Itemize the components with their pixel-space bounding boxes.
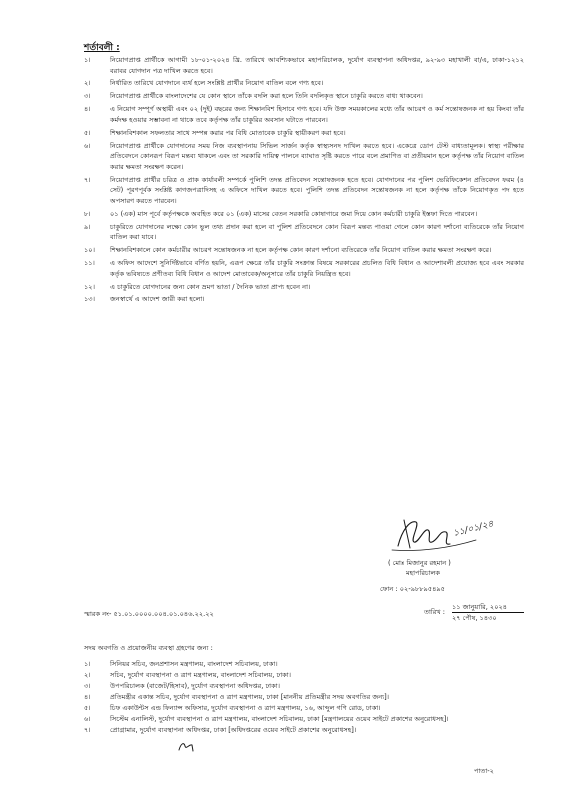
initials-mark-icon — [176, 740, 196, 754]
signatory-name: ( মোঃ মিজানুর রহমান ) — [388, 559, 451, 567]
copy-to-list — [84, 659, 524, 736]
condition-text: নিয়োগপ্রাপ্ত প্রার্থীকে আগামী ১৮-০১-২০২৪ খ্রি. তারিখে আবশ্যিকভাবে মহাপরিচালক, দুর্যোগ ব্যবস্থাপনা অধিদপ্তর, ৯২-৯৩ মহাখালী বা/এ, ঢাকা-১২১২ বরাবর যোগদান পত্র দাখিল করতে হবে। — [110, 56, 524, 75]
condition-item — [84, 222, 524, 243]
signature-block — [380, 500, 530, 593]
condition-text: শিক্ষানবিশকাল সফলতার সাথে সম্পন্ন করার পর বিধি মোতাবেক চাকুরি স্থায়ীকরণ করা হবে। — [110, 128, 346, 137]
copy-to-number: ৫। — [84, 704, 91, 712]
date-bangla: ২৭ পৌষ, ১৪৩০ — [452, 614, 497, 622]
date-block — [452, 602, 524, 623]
copy-to-number: ১। — [84, 660, 91, 668]
date-label: তারিখ : — [424, 608, 446, 616]
condition-item — [84, 209, 524, 220]
condition-text: এ অফিস আদেশে সুনির্দিষ্টভাবে বর্ণিত হয়নি, এরূপ ক্ষেত্রে তাঁর চাকুরি সংক্রান্ত বিষয়ে সরকারের প্রচলিত বিধি বিধান ও আদেশাবলী প্রযোজ্য হবে এবং সরকার কর্তৃক ভবিষ্যতে প্রণীতব্য বিধি বিধান ও আদেশ মোতাবেক/অনুসারে তাঁর চাকুরি নিয়ন্ত্রিত হবে। — [110, 259, 524, 278]
condition-item — [84, 104, 524, 125]
condition-number: ৯। — [84, 222, 91, 231]
condition-text: নিয়োগপ্রাপ্ত প্রার্থীকে যোগদানের সময় নিজ ব্যবস্থাপনায় সিভিল সার্জন কর্তৃক স্বাস্থ্যসনদ দাখিল করতে হবে। একেত্রে ডোপ টেস্ট বাধ্যতামূলক। স্বাস্থ্য পরীক্ষার প্রতিবেদনে কোনরূপ বিরূপ মন্তব্য থাকলে এবং তা সরকারি দায়িত্ব পালনে ব্যাঘাত সৃষ্টি করতে পারে বলে প্রমাণিত বা প্রতীয়মান হলে কর্তৃপক্ষ তাঁর নিয়োগ বাতিল করার ক্ষমতা সংরক্ষণ করেন। — [110, 141, 524, 171]
condition-text: শিক্ষানবিশকালে কোন কর্মচারীর আচরণ সন্তোষজনক না হলে কর্তৃপক্ষ কোন কারণ দর্শানো ব্যতিরেকে তাঁর নিয়োগ বাতিল করার ক্ষমতা সংরক্ষণ করে। — [110, 246, 492, 255]
copy-to-item — [84, 725, 524, 735]
copy-to-text: সিনিয়র সচিব, জনপ্রশাসন মন্ত্রণালয়, বাংলাদেশ সচিবালয়, ঢাকা। — [110, 660, 278, 668]
condition-text: এ চাকুরিতে যোগদানের জন্য কোন ভ্রমণ ভাতা / দৈনিক ভাতা প্রাপ্য হবেন না। — [110, 282, 311, 291]
copy-to-item — [84, 681, 524, 691]
condition-text: ০১ (এক) মাস পূর্বে কর্তৃপক্ষকে অবহিত করে ০১ (এক) মাসের বেতন সরকারি কোষাগারে জমা দিয়ে কোন কর্মচারী চাকুরি ইস্তফা দিতে পারবেন। — [110, 209, 478, 218]
condition-number: ১। — [84, 56, 91, 64]
date-gregorian: ১১ জানুয়ারি, ২০২৪ — [452, 602, 524, 613]
copy-to-item — [84, 703, 524, 713]
copy-to-number: ৪। — [84, 693, 91, 701]
page-number: পাতা-২ — [474, 767, 494, 775]
signatory-phone: ফোন : ০২-৯৮৮৯৫৪৯৫ — [380, 585, 445, 593]
condition-item — [84, 91, 524, 102]
copy-to-item — [84, 670, 524, 680]
memo-reference-row — [84, 602, 524, 632]
condition-item — [84, 282, 524, 293]
condition-number: ১১। — [84, 259, 95, 268]
condition-text: এ নিয়োগ সম্পূর্ণ অস্থায়ী এবং ০২ (দুই) বছরের জন্য শিক্ষানবিশ হিসাবে গণ্য হবে। যদি উক্ত সময়কালের মধ্যে তাঁর আচরণ ও কর্ম সন্তোষজনক না হয় কিংবা তাঁর কর্মদক্ষ হওয়ার সম্ভাবনা না থাকে তবে কর্তৃপক্ষ তাঁর চাকুরির অবসান ঘটাতে পারবেন। — [110, 105, 524, 124]
copy-to-text: উপপরিচালক (বাজেট/হিসাব), দুর্যোগ ব্যবস্থাপনা অধিদপ্তর, ঢাকা। — [110, 682, 280, 690]
signatory-designation: মহাপরিচালক — [406, 569, 441, 577]
copy-to-number: ৩। — [84, 682, 91, 690]
copy-to-text: চিফ একাউন্টস এন্ড ফিন্যান্স অফিসার, দুর্যোগ ব্যবস্থাপনা ও ত্রাণ মন্ত্রণালয়, ১৬, আব্দুল গণি রোড, ঢাকা। — [110, 704, 381, 712]
condition-item — [84, 128, 524, 139]
condition-number: ৭। — [84, 175, 91, 184]
copy-to-text: প্রোগ্রামার, দুর্যোগ ব্যবস্থাপনা অধিদপ্তর, ঢাকা [অধিদপ্তরের ওয়েব সাইটে প্রকাশের অনুরোধসহ]। — [110, 726, 357, 734]
condition-text: নিয়োগপ্রাপ্ত প্রার্থীকে বাংলাদেশের যে কোন স্থানে তাঁকে বদলি করা হলে তিনি বদলিকৃত স্থানে চাকুরি করতে বাধ্য থাকবেন। — [110, 92, 423, 101]
copy-to-text: সচিব, দুর্যোগ ব্যবস্থাপনা ও ত্রাণ মন্ত্রণালয়, বাংলাদেশ সচিবালয়, ঢাকা। — [110, 671, 292, 679]
condition-item — [84, 141, 524, 173]
condition-number: ৮। — [84, 209, 91, 218]
condition-number: ১২। — [84, 282, 95, 291]
copy-to-item — [84, 692, 524, 702]
conditions-list — [84, 55, 524, 307]
condition-item — [84, 78, 524, 89]
condition-item — [84, 258, 524, 279]
copy-to-item — [84, 714, 524, 724]
condition-item — [84, 55, 524, 76]
condition-number: ৫। — [84, 128, 91, 137]
condition-text: নিয়োগপ্রাপ্ত প্রার্থীর চরিত্র ও প্রাক কার্যাবলী সম্পর্কে পুলিশি তদন্ত প্রতিবেদন সন্তোষজনক হতে হবে। যোগদানের পর পুলিশ ভেরিফিকেশন প্রতিবেদন ফরম (৪ সেট) পূরণপূর্বক সংশ্লিষ্ট কাগজপত্রাদিসহ এ অফিসে দাখিল করতে হবে। পুলিশি তদন্ত প্রতিবেদন সন্তোষজনক না হলে কর্তৃপক্ষ তাঁকে নিয়োগকৃত পদ হতে অপসারণ করতে পারবেন। — [110, 175, 524, 205]
condition-text: নির্ধারিত তারিখে যোগদানে ব্যর্থ হলে সংশ্লিষ্ট প্রার্থীর নিয়োগ বাতিল বলে গণ্য হবে। — [110, 79, 324, 88]
signature-date: ১১/০১/২৪ — [452, 519, 495, 539]
condition-item — [84, 294, 524, 305]
copy-to-number: ২। — [84, 671, 91, 679]
conditions-heading: শর্তাবলী : — [84, 43, 120, 53]
copy-to-text: প্রতিমন্ত্রীর একান্ত সচিব, দুর্যোগ ব্যবস্থাপনা ও ত্রাণ মন্ত্রণালয়, ঢাকা [মাননীয় প্রতিমন্ত্রীর সদয় অবগতির জন্য]। — [110, 693, 390, 701]
condition-number: ৪। — [84, 105, 91, 114]
copy-to-number: ৭। — [84, 726, 91, 734]
copy-to-heading: সদয় অবগতি ও প্রয়োজনীয় ব্যবস্থা গ্রহণের জন্য : — [84, 644, 213, 652]
condition-number: ১০। — [84, 246, 95, 255]
condition-item — [84, 245, 524, 256]
condition-number: ২। — [84, 79, 91, 88]
condition-number: ৬। — [84, 141, 91, 150]
copy-to-text: সিস্টেম এনালিস্ট, দুর্যোগ ব্যবস্থাপনা ও ত্রাণ মন্ত্রণালয়, বাংলাদেশ সচিবালয়, ঢাকা [মন্ত্রণালয়ের ওয়েব সাইটে প্রকাশের অনুরোধসহ]। — [110, 715, 449, 723]
copy-to-item — [84, 659, 524, 669]
handwritten-signature-icon — [380, 500, 530, 558]
condition-number: ৩। — [84, 92, 91, 101]
condition-number: ১৩। — [84, 295, 95, 304]
memo-number: স্মারক নং- ৫১.০১.০০০০.০০৪.০১.০৪৬.২২.২২ — [84, 610, 214, 618]
condition-item — [84, 175, 524, 207]
copy-to-number: ৬। — [84, 715, 91, 723]
condition-text: চাকুরিতে যোগদানের লক্ষ্যে কোন ভুল তথ্য প্রদান করা হলে বা পুলিশ প্রতিবেদনে কোন বিরূপ মন্তব্য পাওয়া গেলে কোন কারণ দর্শানো ব্যতিরেকে তাঁর নিয়োগ বাতিল করা যাবে। — [110, 222, 524, 242]
condition-text: জনস্বার্থে এ আদেশ জারী করা হলো। — [110, 295, 205, 304]
